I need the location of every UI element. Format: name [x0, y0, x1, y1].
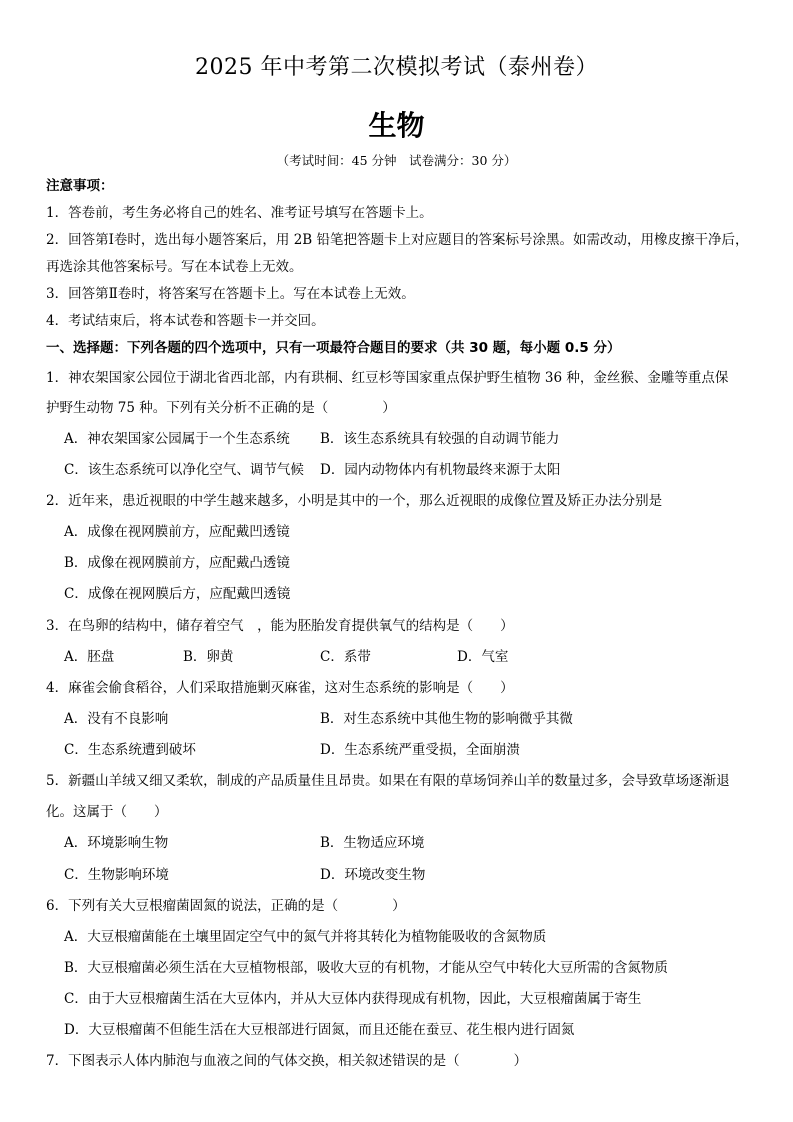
q4-option-d: D．生态系统严重受损，全面崩溃: [320, 742, 520, 758]
q6-option-d: D．大豆根瘤菌不但能生活在大豆根部进行固氮，而且还能在蚕豆、花生根内进行固氮: [64, 1022, 575, 1038]
q6-option-b: B．大豆根瘤菌必须生活在大豆植物根部，吸收大豆的有机物，才能从空气中转化大豆所需的含氮物质: [64, 960, 668, 976]
q3-option-a: A．胚盘: [64, 649, 115, 665]
q4-option-a: A．没有不良影响: [64, 711, 169, 727]
q5-option-a: A．环境影响生物: [64, 835, 169, 851]
q1-option-d: D．园内动物体内有机物最终来源于太阳: [320, 462, 561, 478]
q5-option-d: D．环境改变生物: [320, 867, 426, 883]
q5-option-b: B．生物适应环境: [320, 835, 425, 851]
subject-title: 生物: [368, 109, 425, 142]
exam-title: 2025 年中考第二次模拟考试（泰州卷）: [195, 55, 598, 80]
question-3-stem: 3．在鸟卵的结构中，储存着空气 ，能为胚胎发育提供氧气的结构是（ ）: [46, 618, 514, 634]
q2-option-a: A．成像在视网膜前方，应配戴凹透镜: [64, 524, 290, 540]
question-4-stem: 4．麻雀会偷食稻谷，人们采取措施剿灭麻雀，这对生态系统的影响是（ ）: [46, 680, 514, 696]
q3-option-d: D．气室: [457, 649, 509, 665]
q1-option-a: A．神农架国家公园属于一个生态系统: [64, 431, 290, 447]
q1-option-b: B．该生态系统具有较强的自动调节能力: [320, 431, 560, 447]
q6-option-a: A．大豆根瘤菌能在土壤里固定空气中的氮气并将其转化为植物能吸收的含氮物质: [64, 929, 547, 945]
question-1-stem-cont: 护野生动物 75 种。下列有关分析不正确的是（ ）: [46, 400, 396, 416]
q5-option-c: C．生物影响环境: [64, 867, 169, 883]
note-item: 再选涂其他答案标号。写在本试卷上无效。: [46, 259, 303, 275]
question-1-stem: 1．神农架国家公园位于湖北省西北部，内有珙桐、红豆杉等国家重点保护野生植物 36 种，金丝猴、金雕等重点保: [46, 370, 729, 386]
q4-option-b: B．对生态系统中其他生物的影响微乎其微: [320, 711, 573, 727]
q1-option-c: C．该生态系统可以净化空气、调节气候: [64, 462, 304, 478]
note-item: 3．回答第Ⅱ卷时，将答案写在答题卡上。写在本试卷上无效。: [46, 286, 415, 302]
question-5-stem-cont: 化。这属于（ ）: [46, 804, 168, 820]
question-6-stem: 6．下列有关大豆根瘤菌固氮的说法，正确的是（ ）: [46, 898, 406, 914]
note-item: 4．考试结束后，将本试卷和答题卡一并交回。: [46, 313, 325, 329]
q3-option-c: C．系带: [320, 649, 371, 665]
exam-info: （考试时间：45 分钟 试卷满分：30 分）: [276, 153, 517, 168]
q4-option-c: C．生态系统遭到破坏: [64, 742, 196, 758]
q3-option-b: B．卵黄: [183, 649, 234, 665]
question-2-stem: 2．近年来，患近视眼的中学生越来越多，小明是其中的一个，那么近视眼的成像位置及矫正办法分别是: [46, 493, 663, 509]
note-item: 2．回答第Ⅰ卷时，选出每小题答案后，用 2B 铅笔把答题卡上对应题目的答案标号涂黑。如需改动，用橡皮擦干净后，: [46, 232, 749, 248]
question-5-stem: 5．新疆山羊绒又细又柔软，制成的产品质量佳且昂贵。如果在有限的草场饲养山羊的数量过多，会导致草场逐渐退: [46, 773, 730, 789]
q2-option-c: C．成像在视网膜后方，应配戴凹透镜: [64, 586, 291, 602]
note-item: 1．答卷前，考生务必将自己的姓名、准考证号填写在答题卡上。: [46, 205, 433, 221]
notes-heading: 注意事项：: [46, 178, 114, 194]
q6-option-c: C．由于大豆根瘤菌生活在大豆体内，并从大豆体内获得现成有机物，因此，大豆根瘤菌属于寄生: [64, 991, 642, 1007]
question-7-stem: 7．下图表示人体内肺泡与血液之间的气体交换，相关叙述错误的是（ ）: [46, 1053, 528, 1069]
q2-option-b: B．成像在视网膜前方，应配戴凸透镜: [64, 555, 290, 571]
section-heading: 一、选择题：下列各题的四个选项中，只有一项最符合题目的要求（共 30 题，每小题 0.5 分）: [46, 340, 621, 356]
